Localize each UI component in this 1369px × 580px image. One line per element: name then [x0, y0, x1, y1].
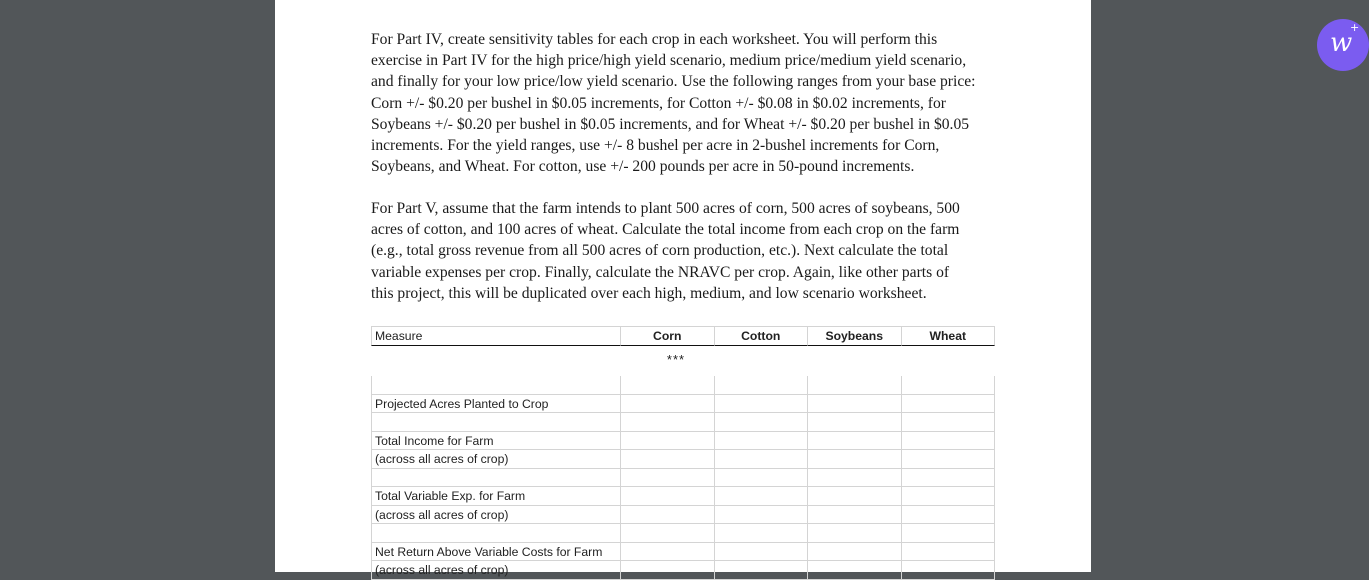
table-body [371, 376, 995, 580]
row-label [371, 524, 621, 543]
table-cell [715, 524, 809, 543]
table-cell [808, 432, 902, 451]
header-corn: Corn [621, 326, 715, 346]
table-cell [715, 413, 809, 432]
table-cell [715, 395, 809, 414]
table-cell [902, 395, 996, 414]
text-line: exercise in Part IV for the high price/high yield scenario, medium price/medium yield scenario, [371, 52, 967, 70]
assistant-w-icon: w [1330, 28, 1353, 58]
text-line: For Part IV, create sensitivity tables for each crop in each worksheet. You will perform this [371, 31, 938, 48]
table-cell [621, 395, 715, 414]
table-row [371, 469, 995, 488]
table-cell [621, 543, 715, 562]
table-row [371, 376, 995, 395]
row-label: (across all acres of crop) [371, 450, 621, 469]
header-cotton: Cotton [715, 326, 809, 346]
table-row [371, 432, 995, 451]
row-label: Projected Acres Planted to Crop [371, 395, 621, 414]
table-cell [715, 469, 809, 488]
table-cell [621, 413, 715, 432]
row-label [371, 376, 621, 395]
header-measure: Measure [371, 326, 621, 346]
table-cell [621, 376, 715, 395]
table-header-row [371, 326, 995, 346]
table-cell [902, 506, 996, 525]
nravc-table [371, 326, 995, 580]
paragraph-part-iv [371, 29, 1011, 177]
text-line: Soybeans +/- $0.20 per bushel in $0.05 increments, and for Wheat +/- $0.20 per bushel in $0.05 [371, 115, 970, 133]
table-cell [621, 524, 715, 543]
text-line: Soybeans, and Wheat. For cotton, use +/- 200 pounds per acre in 50-pound increments. [371, 158, 915, 176]
paragraph-part-v [371, 198, 1011, 304]
asterisks-marker: *** [666, 352, 686, 367]
document-page [275, 0, 1091, 577]
table-cell [902, 487, 996, 506]
table-row [371, 543, 995, 562]
row-label [371, 413, 621, 432]
table-cell [808, 413, 902, 432]
table-cell [902, 524, 996, 543]
table-row [371, 524, 995, 543]
table-cell [808, 469, 902, 488]
table-cell [621, 487, 715, 506]
table-row [371, 413, 995, 432]
text-line: this project, this will be duplicated over each high, medium, and low scenario worksheet. [371, 284, 927, 302]
row-label: (across all acres of crop) [371, 506, 621, 525]
table-cell [715, 432, 809, 451]
table-cell [621, 432, 715, 451]
text-line: variable expenses per crop. Finally, calculate the NRAVC per crop. Again, like other parts of [371, 263, 950, 281]
row-label: Total Variable Exp. for Farm [371, 487, 621, 506]
table-cell [902, 450, 996, 469]
table-cell [621, 561, 715, 580]
table-cell [808, 543, 902, 562]
table-cell [808, 376, 902, 395]
table-cell [715, 450, 809, 469]
table-cell [621, 450, 715, 469]
table-cell [808, 450, 902, 469]
table-cell [808, 524, 902, 543]
table-cell [715, 543, 809, 562]
table-cell [902, 432, 996, 451]
table-row [371, 506, 995, 525]
table-spacer-row [371, 346, 995, 376]
header-soybeans: Soybeans [808, 326, 902, 346]
table-row [371, 487, 995, 506]
text-line: Corn +/- $0.20 per bushel in $0.05 increments, for Cotton +/- $0.08 in $0.02 increments, for [371, 94, 946, 112]
text-line: acres of cotton, and 100 acres of wheat. Calculate the total income from each crop on the farm [371, 221, 960, 239]
table-row [371, 450, 995, 469]
assistant-button[interactable] [1317, 19, 1369, 71]
sparkle-icon: + [1350, 21, 1360, 34]
table-cell [715, 376, 809, 395]
text-line: and finally for your low price/low yield scenario. Use the following ranges from your base price: [371, 73, 976, 91]
row-label [371, 469, 621, 488]
table-cell [715, 487, 809, 506]
row-label: (across all acres of crop) [371, 561, 621, 580]
table-cell [902, 469, 996, 488]
text-line: increments. For the yield ranges, use +/- 8 bushel per acre in 2-bushel increments for Corn, [371, 137, 940, 155]
row-label: Net Return Above Variable Costs for Farm [371, 543, 621, 562]
table-cell [902, 561, 996, 580]
table-cell [902, 376, 996, 395]
table-cell [808, 561, 902, 580]
row-label: Total Income for Farm [371, 432, 621, 451]
table-cell [621, 506, 715, 525]
table-cell [715, 506, 809, 525]
text-line: (e.g., total gross revenue from all 500 acres of corn production, etc.). Next calculate the total [371, 242, 949, 260]
table-row [371, 395, 995, 414]
table-cell [621, 469, 715, 488]
text-line: For Part V, assume that the farm intends to plant 500 acres of corn, 500 acres of soybeans, 500 [371, 200, 960, 217]
table-cell [902, 413, 996, 432]
table-cell [808, 395, 902, 414]
table-cell [808, 506, 902, 525]
table-cell [715, 561, 809, 580]
table-row [371, 561, 995, 580]
header-wheat: Wheat [902, 326, 996, 346]
table-cell [902, 543, 996, 562]
table-cell [808, 487, 902, 506]
